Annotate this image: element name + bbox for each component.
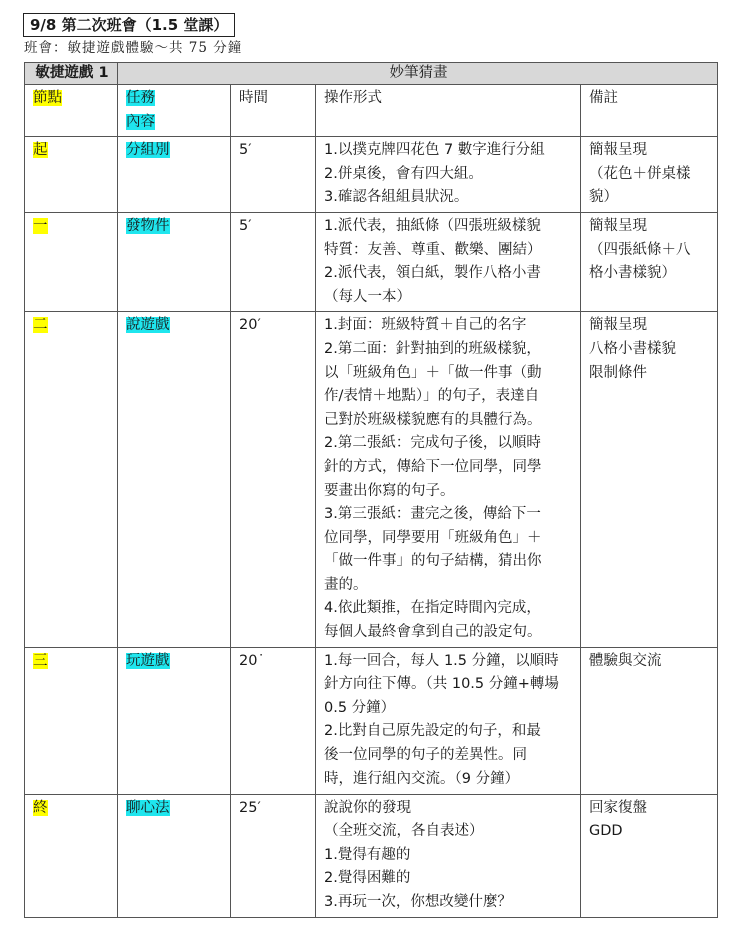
time-cell: 20˙ [231,647,316,794]
notes-cell: 回家復盤 GDD [581,794,718,917]
notes-cell: 簡報呈現 （花色＋併桌樣 貌） [581,137,718,213]
format-cell: 1.每一回合，每人 1.5 分鐘，以順時 針方向往下傳。（共 10.5 分鐘+轉場 0.5 分鐘） 2.比對自己原先設定的句子，和最 後一位同學的句子的差異性。同 時，進行組內交流。（9 分鐘） [316,647,581,794]
activity-name-cell: 妙筆猜畫 [118,63,718,85]
time-cell: 25′ [231,794,316,917]
format-cell: 1.派代表，抽紙條（四張班級樣貌 特質：友善、尊重、歡樂、團結） 2.派代表，領白紙，製作八格小書 （每人一本） [316,212,581,311]
lesson-plan-table [24,62,718,918]
time-cell: 5′ [231,212,316,311]
node-cell: 二 [25,312,118,647]
table-row [25,137,718,213]
task-cell: 發物件 [118,212,231,311]
table-row [25,794,718,917]
banner-row [25,63,718,85]
column-header-notes: 備註 [581,85,718,137]
node-cell: 起 [25,137,118,213]
document-title: 9/8 第二次班會（1.5 堂課） [23,13,235,37]
task-cell: 分組別 [118,137,231,213]
column-header-format: 操作形式 [316,85,581,137]
column-header-node: 節點 [25,85,118,137]
time-cell: 20′ [231,312,316,647]
task-cell: 玩遊戲 [118,647,231,794]
table-row [25,647,718,794]
notes-cell: 體驗與交流 [581,647,718,794]
document-subtitle: 班會：敏捷遊戲體驗～共 75 分鐘 [24,40,243,56]
format-cell: 1.封面：班級特質＋自己的名字 2.第二面：針對抽到的班級樣貌， 以「班級角色」＋「做一件事（動 作/表情＋地點）」的句子，表達自 己對於班級樣貌應有的具體行為。 2.第二張紙：完成句子後，以順時 針的方式，傳給下一位同學，同學 要畫出你寫的句子。 3.第三張紙：畫完之後，傳給下一 位同學，同學要用「班級角色」＋ 「做一件事」的句子結構，猜出你 畫的。 4.依此類推，在指定時間內完成， 每個人最終會拿到自己的設定句。 [316,312,581,647]
notes-cell: 簡報呈現 八格小書樣貌 限制條件 [581,312,718,647]
column-header-time: 時間 [231,85,316,137]
node-cell: 三 [25,647,118,794]
table-row [25,212,718,311]
column-header-task: 任務 內容 [118,85,231,137]
notes-cell: 簡報呈現 （四張紙條＋八 格小書樣貌） [581,212,718,311]
format-cell: 說說你的發現 （全班交流，各自表述） 1.覺得有趣的 2.覺得困難的 3.再玩一次，你想改變什麼？ [316,794,581,917]
table-row [25,312,718,647]
task-cell: 聊心法 [118,794,231,917]
game-name-cell: 敏捷遊戲 1 [25,63,118,85]
time-cell: 5′ [231,137,316,213]
column-header-row [25,85,718,137]
node-cell: 終 [25,794,118,917]
format-cell: 1.以撲克牌四花色 7 數字進行分組 2.併桌後，會有四大組。 3.確認各組組員狀況。 [316,137,581,213]
node-cell: 一 [25,212,118,311]
task-cell: 說遊戲 [118,312,231,647]
